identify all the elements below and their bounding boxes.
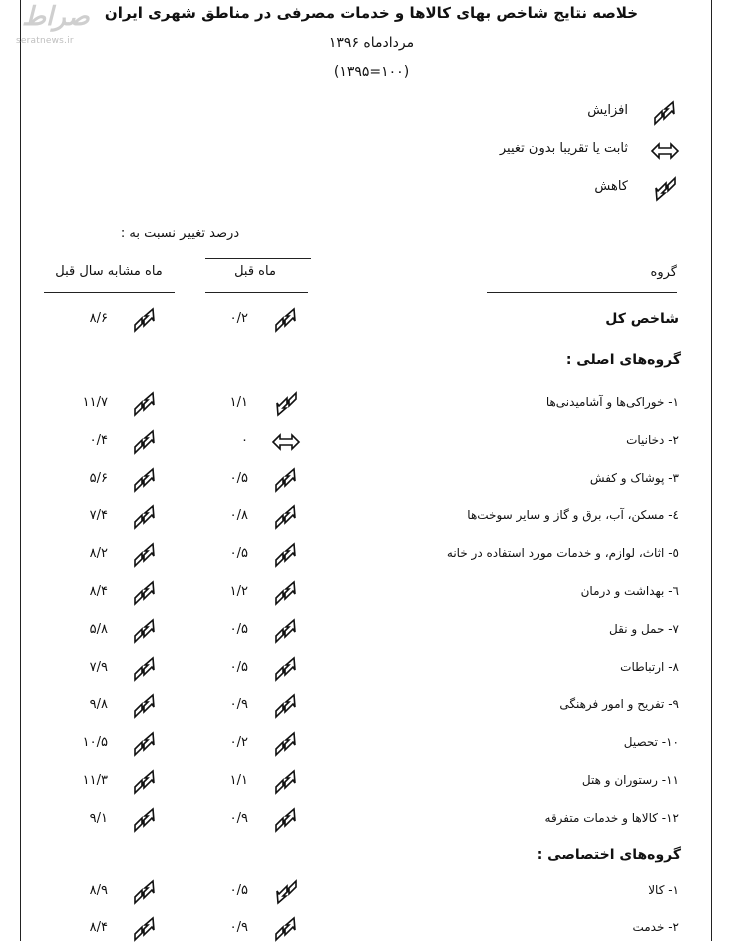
table-row — [0, 729, 743, 759]
table-row — [0, 427, 743, 457]
row-label: ۱۰- تحصیل — [623, 735, 679, 750]
arrow-up-icon — [650, 98, 680, 128]
arrow-up-icon — [271, 767, 301, 797]
row-value-prev-year: ۱۱/۳ — [82, 773, 108, 788]
row-value-prev-month: ۰/۹ — [229, 697, 248, 713]
arrow-down-icon — [271, 877, 301, 907]
arrow-up-icon — [130, 767, 160, 797]
row-value-prev-month: ۰/۹ — [229, 920, 248, 935]
table-row — [0, 578, 743, 608]
table-row — [0, 805, 743, 835]
arrow-up-icon — [271, 502, 301, 532]
arrow-down-icon — [271, 389, 301, 419]
table-row — [0, 389, 743, 419]
row-value-prev-year: ۱۰/۵ — [82, 735, 108, 751]
column-header-group: گروه — [650, 265, 677, 280]
row-value-prev-year: ۹/۸ — [89, 697, 108, 713]
row-value-prev-month: ۰/۵ — [229, 621, 248, 637]
row-label: ۱۲- کالاها و خدمات متفرقه — [544, 810, 679, 825]
row-label: ۱- کالا — [648, 883, 679, 897]
arrow-up-icon — [130, 914, 160, 944]
arrow-up-icon — [271, 616, 301, 646]
column-rule-prev-month — [205, 292, 308, 293]
row-value-prev-month: ۰/۲ — [229, 735, 248, 751]
row-label: ۳- پوشاک و کفش — [589, 470, 679, 485]
arrow-up-icon — [130, 305, 160, 335]
legend-decrease — [480, 174, 680, 204]
table-row — [0, 540, 743, 570]
table-row-total — [0, 305, 743, 335]
document-title: خلاصه نتایج شاخص بهای کالاها و خدمات مصرفی در مناطق شهری ایران — [104, 4, 639, 22]
row-label: ٤- مسکن، آب، برق و گاز و سایر سوخت‌ها — [467, 508, 679, 523]
row-label: ۸- ارتباطات — [620, 659, 679, 674]
legend-label: ثابت یا تقریبا بدون تغییر — [499, 141, 628, 156]
legend-label: افزایش — [587, 103, 628, 118]
row-value-prev-year: ۹/۱ — [89, 810, 108, 826]
arrow-up-icon — [271, 805, 301, 835]
section-heading-special: گروه‌های اختصاصی : — [536, 847, 681, 863]
row-value-prev-year: ۰/۴ — [89, 432, 108, 448]
row-value-prev-year: ۸/۹ — [89, 883, 108, 898]
arrow-up-icon — [271, 654, 301, 684]
row-label: شاخص کل — [605, 311, 679, 327]
row-label: ۷- حمل و نقل — [609, 621, 679, 636]
arrow-up-icon — [271, 691, 301, 721]
row-label: ۲- دخانیات — [626, 432, 679, 447]
row-value-prev-month: ۰ — [241, 432, 248, 448]
row-label: ٦- بهداشت و درمان — [580, 584, 679, 598]
arrow-up-icon — [130, 465, 160, 495]
arrow-down-icon — [650, 174, 680, 204]
legend-label: کاهش — [594, 179, 628, 194]
arrow-up-icon — [271, 914, 301, 944]
arrow-up-icon — [130, 654, 160, 684]
document-base-year: (۱۰۰=۱۳۹۵) — [333, 64, 410, 80]
row-value-prev-year: ۸/۲ — [89, 546, 108, 562]
row-label: ۱۱- رستوران و هتل — [581, 773, 679, 787]
arrow-up-icon — [130, 691, 160, 721]
row-value-prev-month: ۰/۵ — [229, 883, 248, 898]
watermark-brand: صراط — [22, 2, 90, 32]
column-header-prev-month: ماه قبل — [234, 264, 276, 279]
table-row — [0, 465, 743, 495]
arrow-up-icon — [271, 305, 301, 335]
table-row — [0, 877, 743, 907]
table-row — [0, 767, 743, 797]
row-label: ۱- خوراکی‌ها و آشامیدنی‌ها — [545, 395, 679, 409]
row-value-prev-month: ۱/۱ — [229, 773, 248, 788]
column-header-prev-year: ماه مشابه سال قبل — [55, 264, 163, 279]
arrow-both-icon — [650, 136, 680, 166]
row-value-prev-year: ۱۱/۷ — [82, 395, 108, 410]
row-label: ۲- خدمت — [632, 920, 679, 934]
row-value-prev-month: ۰/۸ — [229, 508, 248, 524]
row-value-prev-year: ۷/۹ — [89, 659, 108, 675]
document-period: مردادماه ۱۳۹۶ — [328, 35, 415, 51]
row-value-prev-year: ۸/۶ — [89, 311, 108, 326]
arrow-up-icon — [271, 540, 301, 570]
section-heading-main: گروه‌های اصلی : — [565, 352, 681, 368]
arrow-up-icon — [271, 578, 301, 608]
table-row — [0, 914, 743, 944]
arrow-up-icon — [130, 877, 160, 907]
row-value-prev-month: ۰/۵ — [229, 659, 248, 675]
arrow-up-icon — [130, 616, 160, 646]
row-value-prev-month: ۱/۱ — [229, 395, 248, 410]
row-value-prev-month: ۰/۹ — [229, 810, 248, 826]
row-value-prev-year: ۸/۴ — [89, 920, 108, 935]
arrow-up-icon — [271, 729, 301, 759]
column-rule-group — [487, 292, 677, 293]
row-value-prev-year: ۷/۴ — [89, 508, 108, 524]
table-row — [0, 502, 743, 532]
arrow-both-icon — [271, 427, 301, 457]
arrow-up-icon — [130, 427, 160, 457]
arrow-up-icon — [130, 540, 160, 570]
row-value-prev-month: ۰/۲ — [229, 311, 248, 326]
arrow-up-icon — [130, 578, 160, 608]
arrow-up-icon — [271, 465, 301, 495]
column-rule-prev-year — [44, 292, 175, 293]
arrow-up-icon — [130, 389, 160, 419]
legend-increase — [480, 98, 680, 128]
table-row — [0, 691, 743, 721]
row-label: ۹- تفریح و امور فرهنگی — [559, 697, 679, 712]
table-row — [0, 616, 743, 646]
row-value-prev-month: ۱/۲ — [229, 584, 248, 599]
watermark-url: seratnews.ir — [16, 36, 74, 46]
row-value-prev-month: ۰/۵ — [229, 470, 248, 486]
legend-unchanged — [480, 136, 680, 166]
row-value-prev-month: ۰/۵ — [229, 546, 248, 562]
arrow-up-icon — [130, 805, 160, 835]
row-value-prev-year: ۸/۴ — [89, 584, 108, 599]
column-rule-top — [205, 258, 311, 259]
row-value-prev-year: ۵/۶ — [89, 470, 108, 486]
arrow-up-icon — [130, 502, 160, 532]
row-label: ٥- اثاث، لوازم، و خدمات مورد استفاده در خانه — [446, 546, 679, 561]
change-caption: درصد تغییر نسبت به : — [120, 226, 240, 241]
row-value-prev-year: ۵/۸ — [89, 621, 108, 637]
table-row — [0, 654, 743, 684]
arrow-up-icon — [130, 729, 160, 759]
